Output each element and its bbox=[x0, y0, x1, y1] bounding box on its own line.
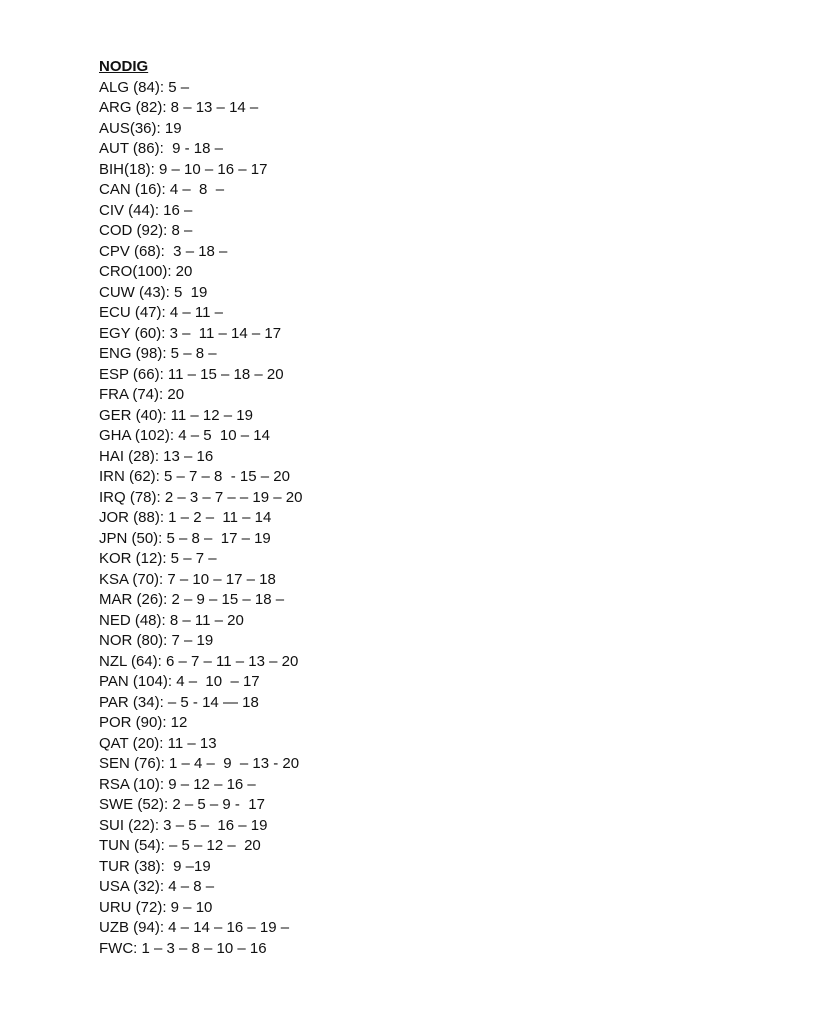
team-line: JOR (88): 1 – 2 – 11 – 14 bbox=[99, 509, 272, 526]
team-line: TUN (54): – 5 – 12 – 20 bbox=[99, 837, 261, 854]
team-line: ENG (98): 5 – 8 – bbox=[99, 345, 217, 362]
team-line: RSA (10): 9 – 12 – 16 – bbox=[99, 775, 256, 793]
team-line: SWE (52): 2 – 5 – 9 - 17 bbox=[99, 796, 265, 813]
team-line: ESP (66): 11 – 15 – 18 – 20 bbox=[99, 365, 284, 383]
team-line: USA (32): 4 – 8 – bbox=[99, 878, 215, 895]
document-content bbox=[99, 57, 739, 959]
team-line: FWC: 1 – 3 – 8 – 10 – 16 bbox=[99, 939, 267, 957]
team-line: MAR (26): 2 – 9 – 15 – 18 – bbox=[99, 591, 285, 608]
team-line: CAN (16): 4 – 8 – bbox=[99, 181, 225, 198]
team-line: NED (48): 8 – 11 – 20 bbox=[99, 611, 244, 629]
team-line: CIV (44): 16 – bbox=[99, 201, 193, 219]
team-number-list bbox=[99, 78, 739, 960]
team-line: AUT (86): 9 - 18 – bbox=[99, 140, 223, 157]
team-line: PAR (34): – 5 - 14 — 18 bbox=[99, 693, 259, 711]
team-line: ECU (47): 4 – 11 – bbox=[99, 304, 223, 321]
team-line: SUI (22): 3 – 5 – 16 – 19 bbox=[99, 816, 268, 834]
team-line: QAT (20): 11 – 13 bbox=[99, 734, 217, 752]
team-line: TUR (38): 9 –19 bbox=[99, 857, 211, 875]
team-line: EGY (60): 3 – 11 – 14 – 17 bbox=[99, 324, 282, 342]
team-line: CUW (43): 5 19 bbox=[99, 283, 208, 301]
team-line: AUS(36): 19 bbox=[99, 119, 182, 137]
team-line: HAI (28): 13 – 16 bbox=[99, 447, 214, 465]
team-line: UZB (94): 4 – 14 – 16 – 19 – bbox=[99, 919, 290, 936]
team-line: POR (90): 12 bbox=[99, 714, 188, 731]
team-line: IRN (62): 5 – 7 – 8 - 15 – 20 bbox=[99, 468, 290, 485]
team-line: ALG (84): 5 – bbox=[99, 78, 190, 96]
team-line: JPN (50): 5 – 8 – 17 – 19 bbox=[99, 529, 271, 547]
team-line: CPV (68): 3 – 18 – bbox=[99, 242, 228, 260]
team-line: GER (40): 11 – 12 – 19 bbox=[99, 406, 253, 424]
team-line: BIH(18): 9 – 10 – 16 – 17 bbox=[99, 160, 268, 178]
team-line: URU (72): 9 – 10 bbox=[99, 898, 213, 916]
team-line: NZL (64): 6 – 7 – 11 – 13 – 20 bbox=[99, 652, 299, 670]
team-line: NOR (80): 7 – 19 bbox=[99, 632, 214, 649]
team-line: PAN (104): 4 – 10 – 17 bbox=[99, 673, 260, 690]
team-line: COD (92): 8 – bbox=[99, 222, 193, 239]
team-line: ARG (82): 8 – 13 – 14 – bbox=[99, 99, 259, 116]
team-line: CRO(100): 20 bbox=[99, 263, 193, 280]
team-line: KOR (12): 5 – 7 – bbox=[99, 550, 217, 567]
team-line: SEN (76): 1 – 4 – 9 – 13 - 20 bbox=[99, 755, 300, 772]
team-line: FRA (74): 20 bbox=[99, 386, 185, 403]
team-line: IRQ (78): 2 – 3 – 7 – – 19 – 20 bbox=[99, 488, 303, 506]
team-line: GHA (102): 4 – 5 10 – 14 bbox=[99, 427, 270, 444]
document-heading: NODIG bbox=[99, 58, 149, 75]
team-line: KSA (70): 7 – 10 – 17 – 18 bbox=[99, 570, 276, 588]
